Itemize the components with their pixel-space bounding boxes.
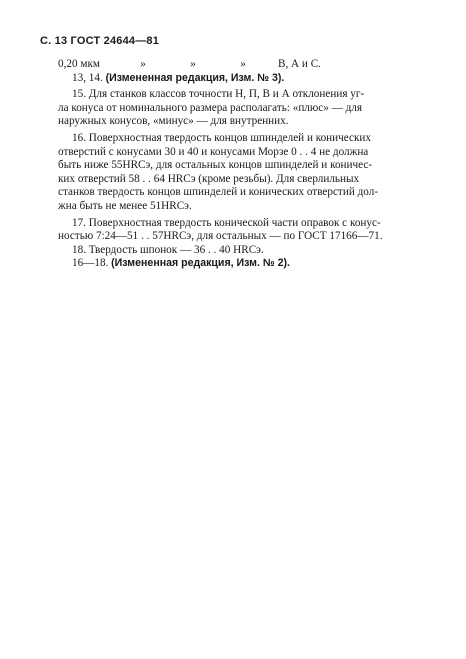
paragraph-17-line: ностью 7:24—51 . . 57HRCэ, для остальных — по ГОСТ 17166—71. [58, 230, 383, 243]
paragraph-17-line: 17. Поверхностная твердость конической части оправок с конус- [72, 216, 381, 229]
paragraph-15-line: ла конуса от номинального размера располагать: «плюс» — для [58, 101, 363, 114]
paragraph-15-line: наружных конусов, «минус» — для внутренних. [58, 115, 289, 128]
roughness-value: 0,20 мкм [58, 58, 100, 70]
document-body [58, 58, 403, 271]
paragraph-15-line: 15. Для станков классов точности Н, П, В и А отклонения уг- [72, 88, 365, 101]
amendment-16-18: 16—18. (Измененная редакция, Изм. № 2). [72, 257, 290, 270]
paragraph-16-line: ких отверстий 58 . . 64 HRCэ (кроме резьбы). Для сверлильных [58, 172, 360, 185]
page-header: С. 13 ГОСТ 24644—81 [40, 35, 160, 47]
paragraph-18: 18. Твердость шпонок — 36 . . 40 HRCэ. [72, 243, 264, 256]
amendment-note: (Измененная редакция, Изм. № 3). [105, 71, 285, 84]
amendment-note: (Измененная редакция, Изм. № 2). [111, 257, 290, 270]
ditto-mark: » [240, 58, 246, 70]
amendment-13-14: 13, 14. (Измененная редакция, Изм. № 3). [72, 71, 285, 84]
ditto-mark: » [140, 58, 146, 70]
accuracy-row [58, 58, 403, 72]
accuracy-classes: В, А и С. [278, 58, 321, 70]
paragraph-16-line: жна быть не менее 51HRCэ. [58, 199, 192, 212]
ditto-mark: » [190, 58, 196, 70]
paragraph-16-line: быть ниже 55HRCэ, для остальных концов шпинделей и коничес- [58, 159, 373, 172]
paragraph-16-line: станков твердость концов шпинделей и конических отверстий дол- [58, 186, 379, 199]
paragraph-16-line: 16. Поверхностная твердость концов шпинделей и конических [72, 131, 372, 144]
paragraph-16-line: отверстий с конусами 30 и 40 и конусами Морзе 0 . . 4 не должна [58, 145, 369, 158]
